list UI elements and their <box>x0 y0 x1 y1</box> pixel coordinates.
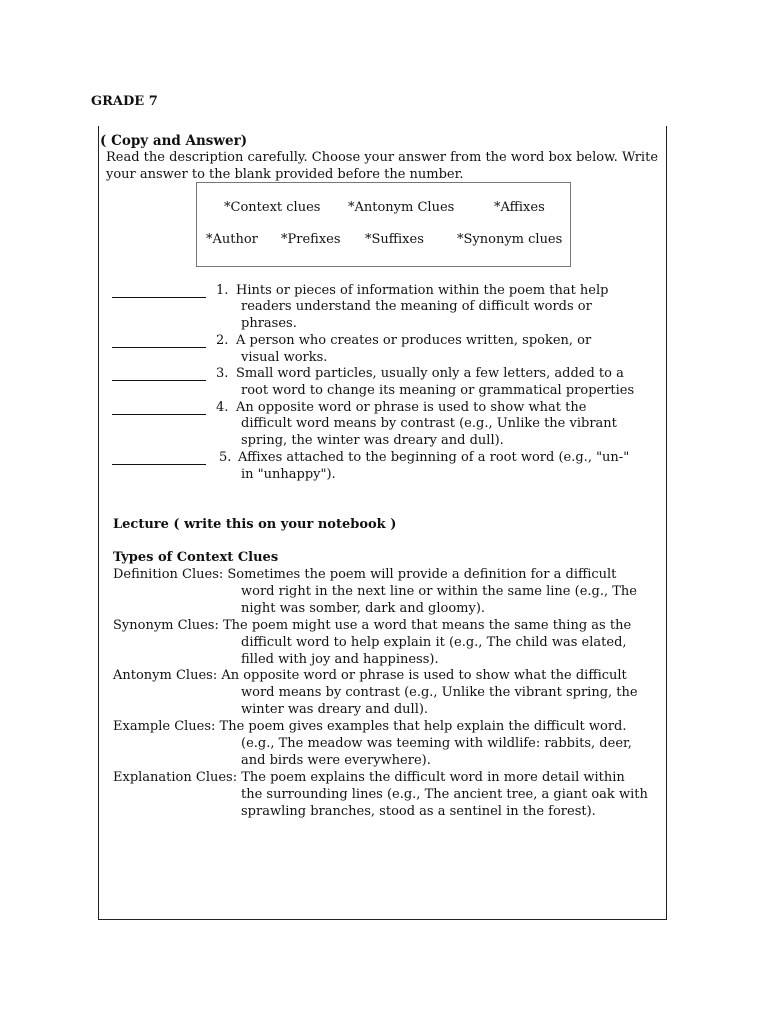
word-context-clues: *Context clues <box>224 200 321 215</box>
definition-clues-line-2: word right in the next line or within the same line (e.g., The <box>241 584 637 599</box>
instruction-line-2: your answer to the blank provided before the number. <box>106 167 464 182</box>
definition-clues-line-3: night was somber, dark and gloomy). <box>241 601 486 616</box>
answer-blank-1[interactable] <box>112 297 206 298</box>
explanation-clues-line-1: Explanation Clues: The poem explains the difficult word in more detail within <box>113 770 625 785</box>
explanation-clues-line-3: sprawling branches, stood as a sentinel in the forest). <box>241 804 596 819</box>
question-1-line-2: readers understand the meaning of difficult words or <box>241 299 592 314</box>
question-number-5: 5. <box>219 450 232 465</box>
question-number-4: 4. <box>216 400 229 415</box>
definition-clues-line-1: Definition Clues: Sometimes the poem will provide a definition for a difficult <box>113 567 617 582</box>
word-synonym-clues: *Synonym clues <box>457 232 563 247</box>
answer-blank-3[interactable] <box>112 380 206 381</box>
word-prefixes: *Prefixes <box>281 232 341 247</box>
question-number-1: 1. <box>216 283 229 298</box>
question-4-line-1: An opposite word or phrase is used to show what the <box>236 400 587 415</box>
question-4-line-3: spring, the winter was dreary and dull). <box>241 433 504 448</box>
word-box <box>196 182 571 267</box>
synonym-clues-line-2: difficult word to help explain it (e.g., The child was elated, <box>241 635 627 650</box>
question-number-3: 3. <box>216 366 229 381</box>
lecture-title: Lecture ( write this on your notebook ) <box>113 517 397 532</box>
explanation-clues-line-2: the surrounding lines (e.g., The ancient tree, a giant oak with <box>241 787 648 802</box>
lecture-subtitle: Types of Context Clues <box>113 550 279 565</box>
question-4-line-2: difficult word means by contrast (e.g., Unlike the vibrant <box>241 416 617 431</box>
example-clues-line-2: (e.g., The meadow was teeming with wildlife: rabbits, deer, <box>241 736 632 751</box>
example-clues-line-1: Example Clues: The poem gives examples that help explain the difficult word. <box>113 719 627 734</box>
question-2-line-1: A person who creates or produces written, spoken, or <box>236 333 592 348</box>
word-suffixes: *Suffixes <box>365 232 424 247</box>
antonym-clues-line-2: word means by contrast (e.g., Unlike the vibrant spring, the <box>241 685 638 700</box>
question-5-line-1: Affixes attached to the beginning of a root word (e.g., "un-" <box>238 450 630 465</box>
section-title: ( Copy and Answer) <box>100 133 248 149</box>
question-1-line-1: Hints or pieces of information within the poem that help <box>236 283 609 298</box>
instruction-line-1: Read the description carefully. Choose your answer from the word box below. Write <box>106 150 659 165</box>
word-affixes: *Affixes <box>494 200 545 215</box>
question-1-line-3: phrases. <box>241 316 297 331</box>
answer-blank-2[interactable] <box>112 347 206 348</box>
answer-blank-4[interactable] <box>112 414 206 415</box>
question-3-line-2: root word to change its meaning or grammatical properties <box>241 383 635 398</box>
antonym-clues-line-3: winter was dreary and dull). <box>241 702 429 717</box>
answer-blank-5[interactable] <box>112 464 206 465</box>
question-2-line-2: visual works. <box>241 350 328 365</box>
example-clues-line-3: and birds were everywhere). <box>241 753 431 768</box>
question-5-line-2: in "unhappy"). <box>241 467 336 482</box>
question-3-line-1: Small word particles, usually only a few letters, added to a <box>236 366 624 381</box>
synonym-clues-line-1: Synonym Clues: The poem might use a word that means the same thing as the <box>113 618 632 633</box>
word-author: *Author <box>206 232 258 247</box>
antonym-clues-line-1: Antonym Clues: An opposite word or phrase is used to show what the difficult <box>113 668 627 683</box>
synonym-clues-line-3: filled with joy and happiness). <box>241 652 439 667</box>
grade-label: GRADE 7 <box>91 94 158 109</box>
question-number-2: 2. <box>216 333 229 348</box>
word-antonym-clues: *Antonym Clues <box>348 200 455 215</box>
